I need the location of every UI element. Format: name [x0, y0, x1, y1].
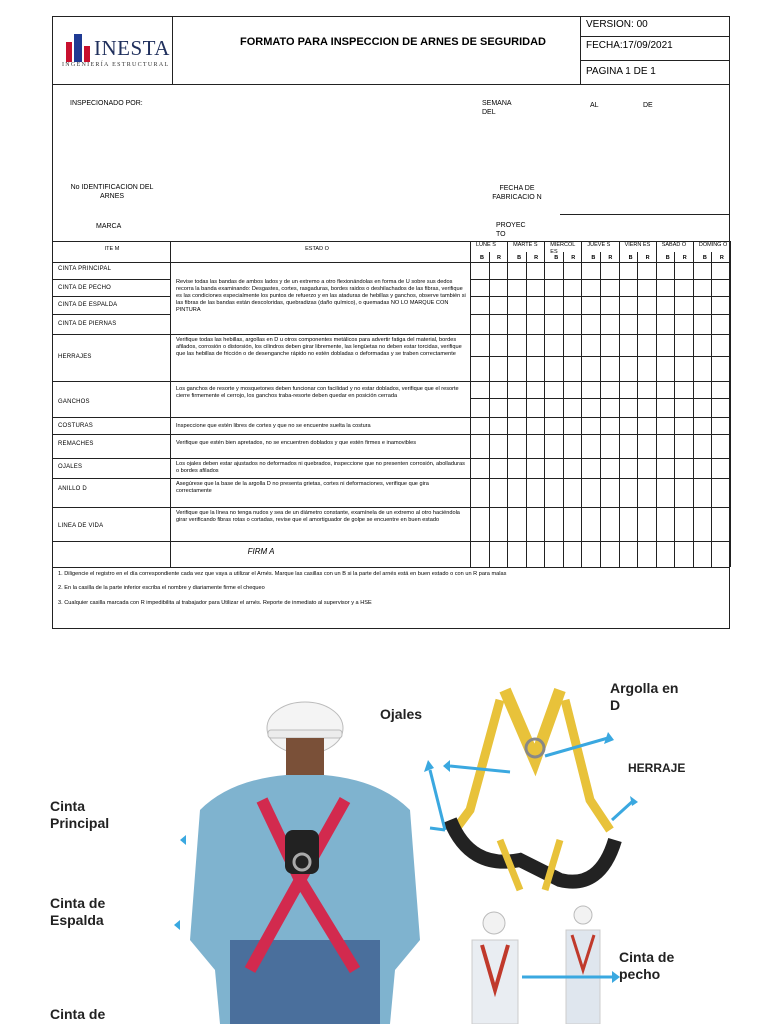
desc-remaches: Verifique que estén bien apretados, no se encuentren doblados y que estén firmes e inamovibles [176, 440, 417, 446]
item-ganchos: GANCHOS [58, 399, 90, 405]
caption-argolla: Argolla en D [610, 680, 679, 713]
item-linea-vida: LINEA DE VIDA [58, 523, 104, 529]
desc-anillo: Asegúrese que la base de la argolla D no presenta grietas, cortes ni deformaciones, verifique que gira correctamente [176, 481, 429, 494]
day-header: SABAD O [661, 242, 687, 248]
version-label: VERSION: 00 [586, 19, 648, 30]
row-divider [52, 296, 170, 297]
worker-back-illustration [190, 702, 423, 1024]
harness-id-label: No IDENTIFICACION DEL ARNES [70, 184, 154, 200]
week-label: SEMANA DEL [482, 100, 512, 116]
item-cinta-espalda: CINTA DE ESPALDA [58, 302, 118, 308]
checkbox-column-divider [619, 241, 620, 567]
item-costuras: COSTURAS [58, 423, 93, 429]
harness-product-illustration [450, 690, 615, 890]
signature-label: FIRM A [247, 547, 275, 556]
logo-name: INESTA [94, 36, 170, 60]
note-3: 3. Cualquier casilla marcada con R impedibilita al trabajador para Utilizar el arnés. Reporte de inmediato al supervisor y a HSE [58, 600, 372, 606]
bad-column-label: R [571, 255, 576, 261]
manufacture-date-label: FECHA DE FABRICACIO N [492, 185, 542, 201]
caption-cinta-pecho: Cinta de pecho [619, 949, 675, 982]
desc-ojales: Los ojales deben estar ajustados no deformados ni quebrados, inspeccione que no presenten corrosión, abolladuras o bordes afilados [176, 461, 465, 474]
item-anillo-d: ANILLO D [58, 486, 87, 492]
checkbox-column-divider [544, 241, 545, 567]
checkbox-column-divider [489, 252, 490, 567]
checkbox-column-divider [656, 241, 657, 567]
bad-column-label: R [608, 255, 613, 261]
to-label: AL [590, 102, 599, 109]
good-column-label: B [554, 255, 559, 261]
checkbox-column-divider [470, 241, 471, 567]
small-workers-illustration [472, 906, 600, 1024]
row-divider [52, 262, 730, 263]
good-column-label: B [665, 255, 670, 261]
desc-ganchos: Los ganchos de resorte y mosquetones deben funcionar con facilidad y no estar doblados, verifique que el resorte cierre firmemente el cerrojo, los ganchos traba-resorte deben quedar en posición cerrada [176, 386, 459, 399]
day-header: VIERN ES [624, 242, 651, 248]
date-label: FECHA:17/09/2021 [586, 40, 673, 51]
note-1: 1. Diligencie el registro en el día correspondiente cada vez que vaya a utilizar el Arnés. Marque las casillas con un B si la parte del arnés está en buen estado o con un R para malas [58, 571, 507, 577]
caption-ojales: Ojales [380, 706, 423, 722]
row-divider [52, 417, 730, 418]
row-divider [52, 334, 730, 335]
status-column-header: ESTAD O [305, 246, 329, 252]
item-column-header: ITE M [104, 246, 120, 252]
caption-cinta-de: Cinta de [50, 1006, 106, 1022]
caption-cinta-espalda: Cinta de Espalda [50, 895, 106, 928]
page-number: PAGINA 1 DE 1 [586, 66, 656, 77]
item-cinta-principal: CINTA PRINCIPAL [58, 266, 112, 272]
item-herrajes: HERRAJES [58, 354, 92, 360]
inspected-by-label: INSPECIONADO POR: [70, 100, 143, 107]
desc-linea-vida: Verifique que la línea no tenga nudos y sea de un diámetro constante, examínela de un extremo al otro haciéndola girar verificando fibras rotas o cortadas, revise que el amortiguador de golpe se encuentre en buen estado [176, 510, 460, 523]
item-ojales: OJALES [58, 464, 83, 470]
harness-figure [0, 640, 768, 1024]
item-remaches: REMACHES [58, 441, 94, 447]
day-header: LUNE S [476, 242, 496, 248]
checkbox-column-divider [730, 241, 731, 567]
checkbox-column-divider [674, 252, 675, 567]
item-cinta-piernas: CINTA DE PIERNAS [58, 321, 117, 327]
checkbox-column-divider [526, 252, 527, 567]
good-column-label: B [628, 255, 633, 261]
day-header: DOMING O [698, 242, 728, 248]
desc-herrajes: Verifique todas las hebillas, argollas en D u otros componentes metálicos para advertir fatiga del material, bordes afilados, corrosión o distorsión, los cilindros deben girar libremente, las lengüetas no deben estar torcidas, verifique que las hebillas de fricción o de desenganche rápido no estén dobladas o deformadas y se traben correctamente [176, 337, 462, 357]
row-divider [52, 458, 730, 459]
checkbox-column-divider [600, 252, 601, 567]
desc-costuras: Inspeccione que estén libres de cortes y que no se encuentre suelta la costura [176, 423, 371, 429]
day-header: MIERCOL ES [550, 242, 576, 255]
bad-column-label: R [719, 255, 724, 261]
row-divider [52, 279, 170, 280]
logo-building-icon [64, 32, 92, 64]
bad-column-label: R [645, 255, 650, 261]
checkbox-column-divider [637, 252, 638, 567]
good-column-label: B [702, 255, 707, 261]
checkbox-column-divider [563, 252, 564, 567]
row-divider [52, 478, 730, 479]
caption-cinta-principal: Cinta Principal [50, 798, 110, 831]
good-column-label: B [591, 255, 596, 261]
bad-column-label: R [534, 255, 539, 261]
day-header: MARTE S [513, 242, 538, 248]
project-label: PROYEC TO [496, 222, 526, 238]
row-divider [52, 434, 730, 435]
checkbox-column-divider [711, 252, 712, 567]
of-label: DE [643, 102, 653, 109]
item-cinta-pecho: CINTA DE PECHO [58, 285, 112, 291]
inspection-form [52, 16, 730, 629]
desc-cintas: Revise todas las bandas de ambos lados y de un extremo a otro flexionándolas en forma de U sobre sus dedos recorra la banda examinando: Desgastes, cortes, rasgaduras, bordes raidos o deshilachados de las fibras, verifique es las condiciones especialmente los puntos de refuerzo y en las ataduras de hebillas y ganchos, observe también si las fibras de las bandas están descoloridas, quebradizas (daño químico), o quemadas NO LO MARQUE CON PINTURA [176, 279, 466, 313]
checkbox-column-divider [581, 241, 582, 567]
bad-column-label: R [682, 255, 687, 261]
form-title: FORMATO PARA INSPECCION DE ARNES DE SEGURIDAD [240, 36, 546, 48]
day-header: JUEVE S [587, 242, 611, 248]
logo-subtitle: INGENIERÍA ESTRUCTURAL [62, 62, 170, 68]
good-column-label: B [480, 255, 484, 261]
caption-herraje: HERRAJE [628, 761, 686, 775]
good-column-label: B [517, 255, 522, 261]
note-2: 2. En la casilla de la parte inferior escriba el nombre y diariamente firme el chequeo [58, 585, 265, 591]
brand-label: MARCA [96, 223, 122, 230]
checkbox-column-divider [507, 241, 508, 567]
row-divider [52, 381, 730, 382]
checkbox-column-divider [693, 241, 694, 567]
row-divider [52, 314, 170, 315]
row-divider [52, 507, 730, 508]
row-divider [52, 541, 730, 542]
logo [60, 28, 172, 72]
bad-column-label: R [497, 255, 501, 261]
